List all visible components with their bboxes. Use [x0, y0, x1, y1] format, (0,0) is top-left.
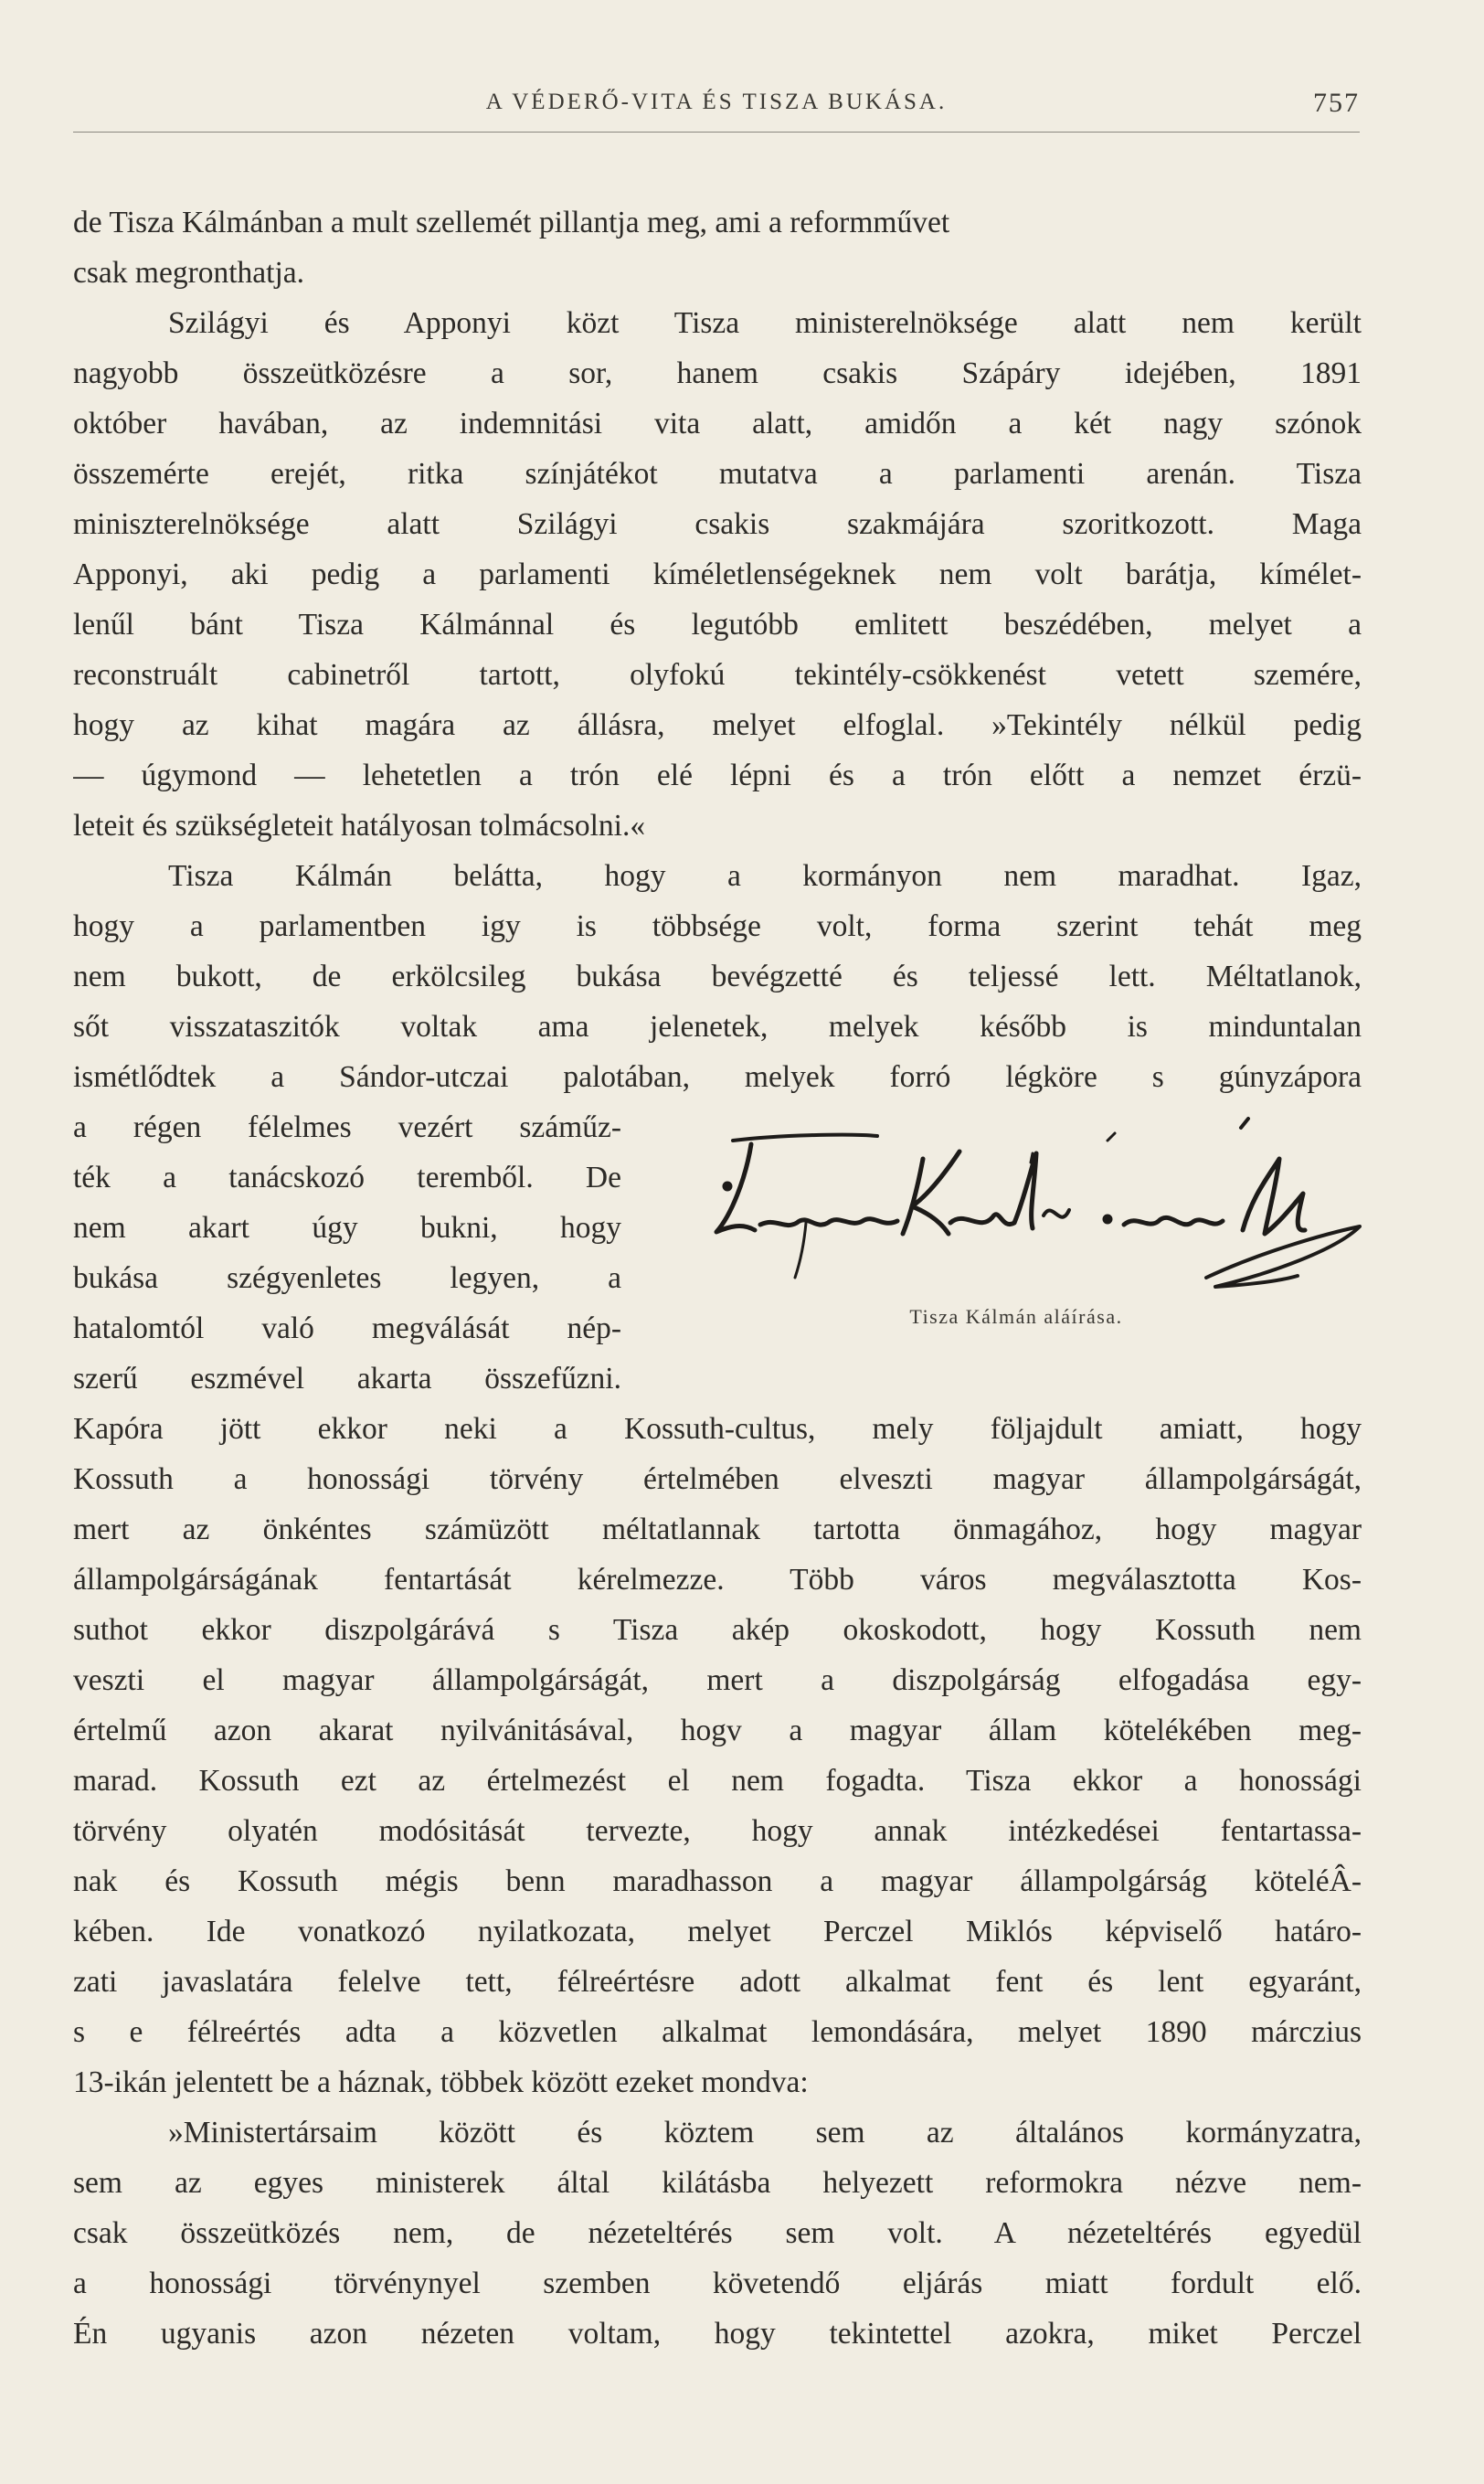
text-line: nem bukott, de erkölcsileg bukása bevégzetté és teljessé lett. Méltatlanok,	[73, 960, 1362, 993]
text-line: értelmű azon akarat nyilvánitásával, hogv a magyar állam kötelékében meg-	[73, 1714, 1362, 1747]
text-line: Én ugyanis azon nézeten voltam, hogy tekintettel azokra, miket Perczel	[73, 2317, 1362, 2351]
text-line: ték a tanácskozó teremből. De	[73, 1161, 621, 1194]
text-line: törvény olyatén modósitását tervezte, hogy annak intézkedései fentartassa-	[73, 1814, 1362, 1848]
text-line: leteit és szükségleteit hatályosan tolmácsolni.«	[73, 809, 646, 843]
text-line: sőt visszataszitók voltak ama jelenetek, melyek később is minduntalan	[73, 1010, 1362, 1044]
text-line: állampolgárságának fentartását kérelmezze. Több város megválasztotta Kos-	[73, 1563, 1362, 1597]
text-line: hogy az kihat magára az állásra, melyet elfoglal. »Tekintély nélkül pedig	[73, 708, 1362, 742]
text-line: kében. Ide vonatkozó nyilatkozata, melyet Perczel Miklós képviselő határo-	[73, 1915, 1362, 1948]
text-line: de Tisza Kálmánban a mult szellemét pillantja meg, ami a reformművet	[73, 206, 950, 239]
text-line: Kossuth a honossági törvény értelmében elveszti magyar állampolgárságát,	[73, 1462, 1362, 1496]
text-line: összemérte erejét, ritka színjátékot mutatva a parlamenti arenán. Tisza	[73, 457, 1362, 491]
text-line: reconstruált cabinetről tartott, olyfokú tekintély-csökkenést vetett szemére,	[73, 658, 1362, 692]
text-line: lenűl bánt Tisza Kálmánnal és legutóbb emlitett beszédében, melyet a	[73, 608, 1362, 642]
text-line: nagyobb összeütközésre a sor, hanem csakis Szápáry idejében, 1891	[73, 356, 1362, 390]
text-line: zati javaslatára felelve tett, félreértésre adott alkalmat fent és lent egyaránt,	[73, 1965, 1362, 1999]
signature-figure	[694, 1115, 1371, 1357]
running-title: A VÉDERŐ-VITA ÉS TISZA BUKÁSA.	[485, 90, 948, 114]
text-line: miniszterelnöksége alatt Szilágyi csakis szakmájára szoritkozott. Maga	[73, 507, 1362, 541]
figure-caption: Tisza Kálmán aláírása.	[909, 1305, 1123, 1328]
signature-image	[694, 1115, 1371, 1302]
text-line: hatalomtól való megválását nép-	[73, 1311, 621, 1345]
text-line: szerű eszmével akarta összefűzni.	[73, 1362, 621, 1396]
page-number: 757	[1313, 88, 1360, 118]
text-line: nak és Kossuth mégis benn maradhasson a magyar állampolgárság köteléÂ-	[73, 1864, 1362, 1898]
text-line: csak megronthatja.	[73, 256, 305, 290]
text-line: ismétlődtek a Sándor-utczai palotában, melyek forró légköre s gúnyzápora	[73, 1060, 1362, 1094]
text-line: sem az egyes ministerek által kilátásba helyezett reformokra nézve nem-	[73, 2166, 1362, 2200]
text-line: hogy a parlamentben igy is többsége volt, forma szerint tehát meg	[73, 909, 1362, 943]
text-line: Tisza Kálmán belátta, hogy a kormányon nem maradhat. Igaz,	[168, 859, 1362, 893]
text-line: a honossági törvénynyel szemben követendő eljárás miatt fordult elő.	[73, 2266, 1362, 2300]
text-line: mert az önkéntes számüzött méltatlannak tartotta önmagához, hogy magyar	[73, 1513, 1362, 1546]
text-line: Kapóra jött ekkor neki a Kossuth-cultus, mely följajdult amiatt, hogy	[73, 1412, 1362, 1446]
text-line: október havában, az indemnitási vita alatt, amidőn a két nagy szónok	[73, 407, 1362, 441]
text-line: Apponyi, aki pedig a parlamenti kíméletlenségeknek nem volt barátja, kímélet-	[73, 557, 1362, 591]
text-line: »Ministertársaim között és köztem sem az általános kormányzatra,	[168, 2116, 1362, 2150]
text-line: a régen félelmes vezért száműz-	[73, 1110, 621, 1144]
text-line: s e félreértés adta a közvetlen alkalmat lemondására, melyet 1890 márczius	[73, 2015, 1362, 2049]
text-line: veszti el magyar állampolgárságát, mert a diszpolgárság elfogadása egy-	[73, 1663, 1362, 1697]
text-line: — úgymond — lehetetlen a trón elé lépni és a trón előtt a nemzet érzü-	[73, 759, 1362, 792]
text-line: bukása szégyenletes legyen, a	[73, 1261, 621, 1295]
text-line: marad. Kossuth ezt az értelmezést el nem fogadta. Tisza ekkor a honossági	[73, 1764, 1362, 1798]
text-line: Szilágyi és Apponyi közt Tisza ministerelnöksége alatt nem került	[168, 306, 1362, 340]
page-header	[73, 88, 1360, 133]
text-line: csak összeütközés nem, de nézeteltérés sem volt. A nézeteltérés egyedül	[73, 2216, 1362, 2250]
text-line: nem akart úgy bukni, hogy	[73, 1211, 621, 1245]
text-line: suthot ekkor diszpolgárává s Tisza akép okoskodott, hogy Kossuth nem	[73, 1613, 1362, 1647]
text-line: 13-ikán jelentett be a háznak, többek között ezeket mondva:	[73, 2065, 809, 2099]
